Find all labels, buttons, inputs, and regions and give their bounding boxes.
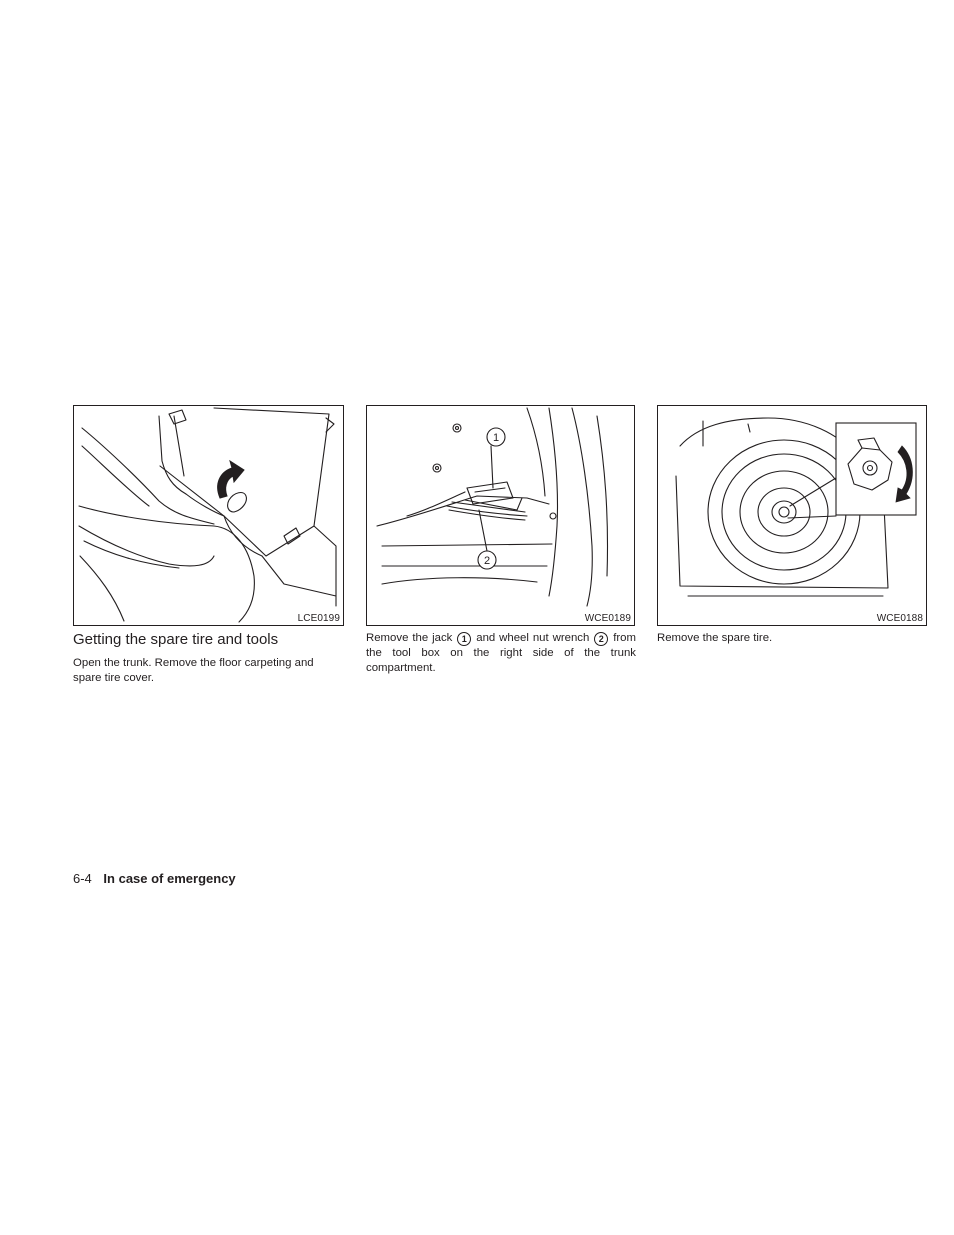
- figure-code: WCE0188: [876, 613, 923, 624]
- wing-nut-inset: [836, 423, 916, 515]
- footer-section-title: In case of emergency: [103, 871, 236, 886]
- callout-2-label: 2: [483, 555, 491, 567]
- figure-trunk-floor: [73, 405, 344, 626]
- figure-spare-tire: [657, 405, 927, 626]
- figure-code: LCE0199: [297, 613, 340, 624]
- spare-tire-illustration: [658, 406, 926, 625]
- figure-code: WCE0189: [584, 613, 631, 624]
- step2-part1: Remove the jack: [366, 632, 453, 644]
- step1-text: Open the trunk. Remove the floor carpeting and spare tire cover.: [73, 657, 314, 684]
- step2-part2: and wheel nut wrench: [476, 632, 590, 644]
- page-number: 6-4: [73, 871, 92, 886]
- step3-text: Remove the spare tire.: [657, 632, 773, 644]
- step2-part3: from the tool box on the right side of the trunk compartment.: [366, 632, 637, 674]
- section-heading: Getting the spare tire and tools: [73, 631, 279, 648]
- callout-2: [478, 551, 496, 569]
- step2-text: [366, 631, 636, 676]
- callout-1-inline: 1: [457, 632, 471, 646]
- figure-jack-toolbox: [366, 405, 635, 626]
- callout-1-label: 1: [492, 432, 500, 444]
- toolbox-illustration: [367, 406, 634, 625]
- trunk-floor-illustration: [74, 406, 343, 625]
- page-footer: [73, 871, 236, 886]
- callout-2-inline: 2: [594, 632, 608, 646]
- callout-1: [487, 428, 505, 446]
